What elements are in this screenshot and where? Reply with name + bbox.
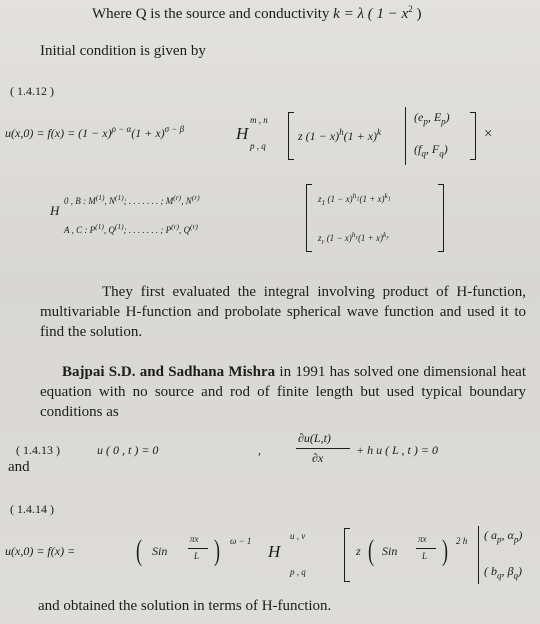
eq-1-4-13-denominator: ∂x xyxy=(312,451,324,465)
eq-1-4-14-h-superscript: u , v xyxy=(290,531,306,541)
left-paren-1: ( xyxy=(136,534,142,567)
eq-1-4-14-upper-params: ( $a_p$, $\alpha_p$) xyxy=(484,528,523,545)
closing-sentence: and obtained the solution in terms of H-function. xyxy=(38,598,332,614)
left-bracket-2 xyxy=(306,184,312,252)
initial-condition-heading: Initial condition is given by xyxy=(40,43,206,59)
intro-text: Where Q is the source and conductivity xyxy=(92,6,330,22)
eq-1-4-14-sin: Sin xyxy=(152,544,168,558)
eq-1-4-14-sin-2: Sin xyxy=(382,544,398,558)
eq-1-4-14-h-subscript: p , q xyxy=(290,567,306,577)
eq-1-4-12-lhs: $u(x,0) = f(x) = (1 - x)^{\rho - \alpha}(1 + x)^{\sigma - \beta}$ xyxy=(5,124,185,140)
eq-1-4-14-lower-params: ( $b_q$, $\beta_q$) xyxy=(484,564,522,581)
eq-1-4-12-lower-params: ($f_q$, $F_q$) xyxy=(414,142,448,159)
eq-1-4-13-numerator: ∂u(L,t) xyxy=(298,431,331,445)
eq-1-4-14-tag: ( 1.4.14 ) xyxy=(10,502,54,516)
eq-1-4-14-numerator-2: πx xyxy=(418,534,427,544)
left-paren-2: ( xyxy=(368,534,374,567)
paragraph-bajpai xyxy=(40,362,526,422)
eq-1-4-14-denominator: L xyxy=(194,551,200,561)
eq-1-4-12-h-subscript: p , q xyxy=(250,141,266,151)
paragraph-evaluation: They first evaluated the integral involving product of H-function, multivariable H-function and probolate spherical wave function and used it to find the solution. xyxy=(40,284,526,340)
right-bracket xyxy=(470,112,476,160)
multivariable-h-function: H xyxy=(50,203,60,218)
multivariable-argument-r: $z_r$ $(1 - x)^{h_r}(1 + x)^{k_r}$ xyxy=(318,230,389,246)
conductivity-close: ) xyxy=(416,6,422,22)
eq-1-4-14-z: z xyxy=(356,544,361,558)
parameter-separator xyxy=(405,107,406,165)
eq-1-4-12-h-function: H xyxy=(236,124,249,143)
conductivity-exponent: 2 xyxy=(408,4,413,14)
eq-1-4-14-fraction-bar-2 xyxy=(416,548,436,549)
times-sign: × xyxy=(484,126,493,142)
right-paren-2: ) xyxy=(442,534,448,567)
eq-1-4-14-exponent-2: 2 h xyxy=(456,536,468,546)
eq-1-4-14-denominator-2: L xyxy=(422,551,428,561)
eq-1-4-14-lhs: u(x,0) = f(x) = xyxy=(5,544,76,558)
eq-1-4-12-h-superscript: m , n xyxy=(250,115,268,125)
left-bracket xyxy=(288,112,294,160)
right-paren-1: ) xyxy=(214,534,220,567)
left-bracket-3 xyxy=(344,528,350,582)
conductivity-expression: k = λ ( 1 − x xyxy=(333,6,409,22)
multivariable-argument-1: $z_1$ $(1 - x)^{h_1}(1 + x)^{k_1}$ xyxy=(318,191,391,207)
eq-1-4-14-numerator: πx xyxy=(190,534,199,544)
conjunction-and: and xyxy=(8,459,30,475)
intro-line xyxy=(92,4,421,23)
eq-1-4-14-h-function: H xyxy=(268,542,281,561)
right-bracket-2 xyxy=(438,184,444,252)
eq-1-4-12-tag: ( 1.4.12 ) xyxy=(10,84,54,98)
eq-1-4-13-second-condition: + h u ( L , t ) = 0 xyxy=(356,443,438,457)
author-names: Bajpai S.D. and Sadhana Mishra xyxy=(62,364,276,380)
eq-1-4-12-upper-params: ($e_p$, $E_p$) xyxy=(414,110,450,127)
parameter-separator-2 xyxy=(478,526,479,584)
multivariable-h-superscript: 0 , B : $M^{(1)}$, $N^{(1)}$; . . . . . . . ; $M^{(r)}$, $N^{(r)}$ xyxy=(64,193,200,206)
eq-1-4-12-argument: z $(1 - x)^h(1 + x)^k$ xyxy=(298,127,382,143)
paragraph-bajpai-text: in 1991 has solved one dimensional heat equation with no source and rod of finite length but used typical boundary conditions as xyxy=(40,364,526,420)
eq-1-4-14-fraction-bar xyxy=(188,548,208,549)
eq-1-4-14-exponent: ω − 1 xyxy=(230,536,252,546)
eq-1-4-13-comma: , xyxy=(258,443,261,457)
eq-1-4-13-tag: ( 1.4.13 ) xyxy=(16,443,60,457)
eq-1-4-13-first-condition: u ( 0 , t ) = 0 xyxy=(97,443,159,457)
eq-1-4-13-fraction-bar xyxy=(296,448,350,449)
multivariable-h-subscript: A , C : $P^{(1)}$, $Q^{(1)}$; . . . . . . . ; $P^{(r)}$, $Q^{(r)}$ xyxy=(64,222,198,235)
